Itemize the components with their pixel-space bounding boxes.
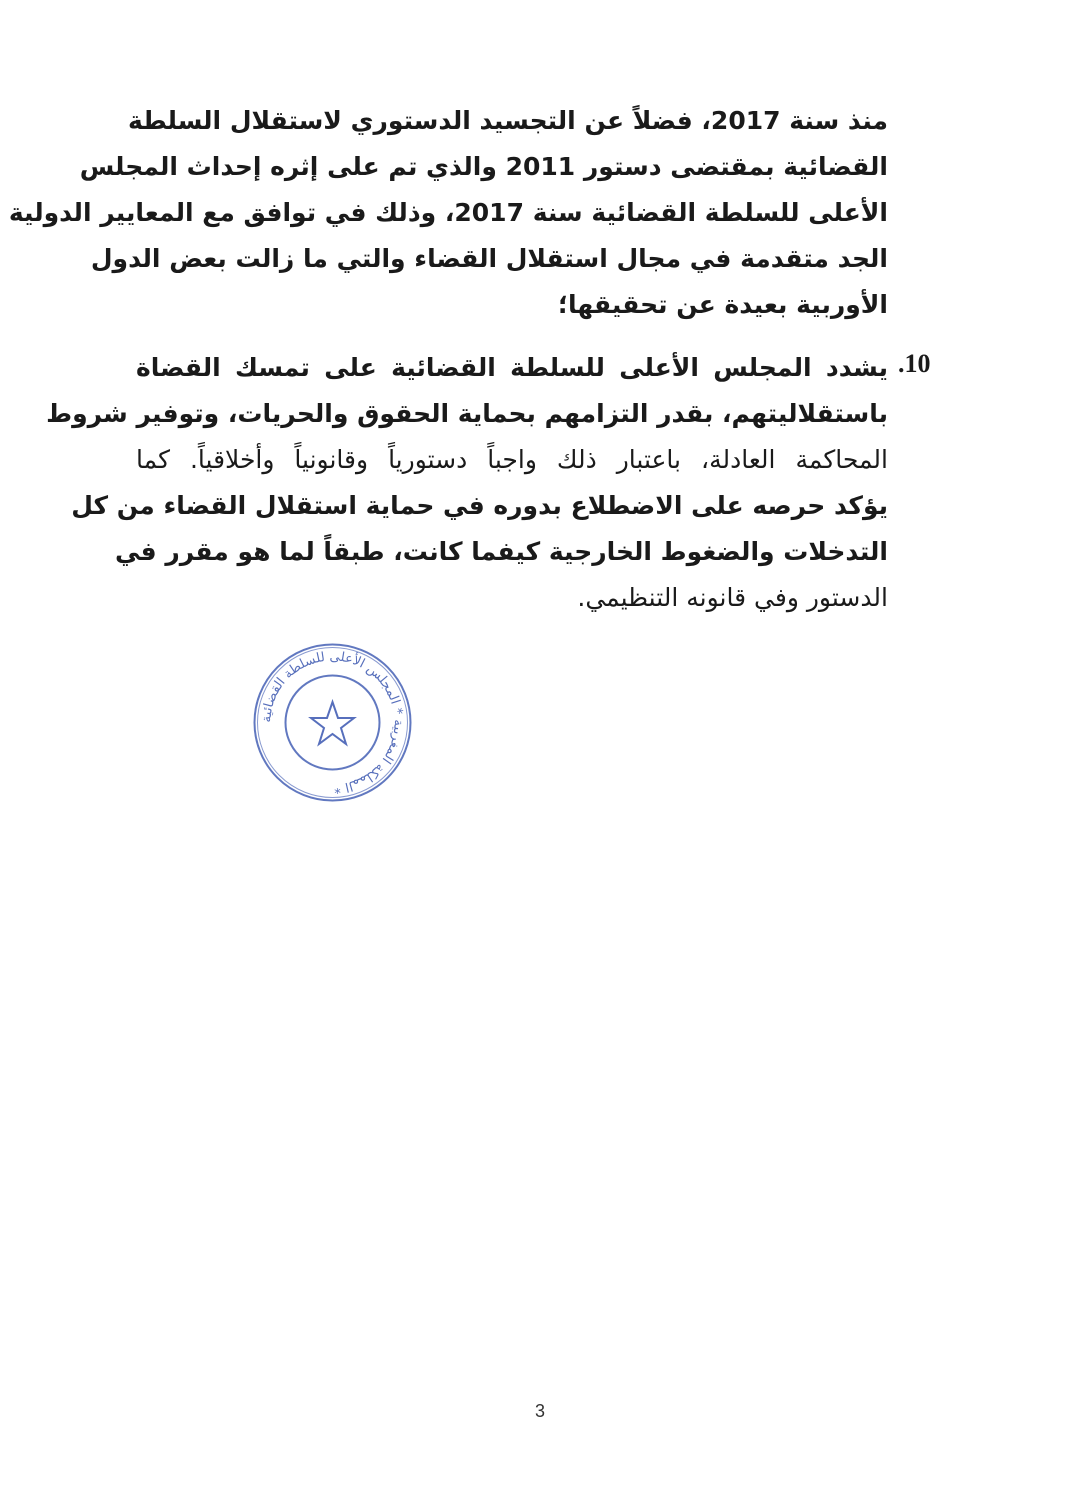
paragraph-continuation [8, 98, 888, 328]
paragraph-item-10 [46, 345, 888, 621]
stamp-outer-ring [255, 645, 411, 801]
text-line: يؤكد حرصه على الاضطلاع بدوره في حماية استقلال القضاء من كل [71, 491, 888, 520]
text-line: الجد متقدمة في مجال استقلال القضاء والتي ما زالت بعض الدول [90, 244, 888, 273]
star-pentagram-icon [311, 702, 354, 744]
text-line: منذ سنة 2017، فضلاً عن التجسيد الدستوري لاستقلال السلطة [128, 106, 888, 135]
stamp-text: المملكة المغربية * المجلس الأعلى للسلطة القضائية * [259, 649, 406, 796]
text-line: باستقلاليتهم، بقدر التزامهم بحماية الحقوق والحريات، وتوفير شروط [46, 399, 888, 428]
text-line: الأعلى للسلطة القضائية سنة 2017، وذلك في توافق مع المعايير الدولية [8, 198, 888, 227]
page-number: 3 [534, 1401, 545, 1421]
stamp-inner-ring [286, 676, 380, 770]
text-line: يشدد المجلس الأعلى للسلطة القضائية على تمسك القضاة [136, 353, 888, 382]
text-line: المحاكمة العادلة، باعتبار ذلك واجباً دستورياً وقانونياً وأخلاقياً. كما [136, 445, 888, 474]
text-line: الأوربية بعيدة عن تحقيقها؛ [558, 290, 888, 319]
text-line: الدستور وفي قانونه التنظيمي. [577, 583, 888, 612]
item-number: .10 [898, 349, 931, 378]
text-line: القضائية بمقتضى دستور 2011 والذي تم على إثره إحداث المجلس [79, 152, 888, 181]
official-stamp [250, 640, 415, 805]
text-line: التدخلات والضغوط الخارجية كيفما كانت، طبقاً لما هو مقرر في [115, 537, 888, 566]
